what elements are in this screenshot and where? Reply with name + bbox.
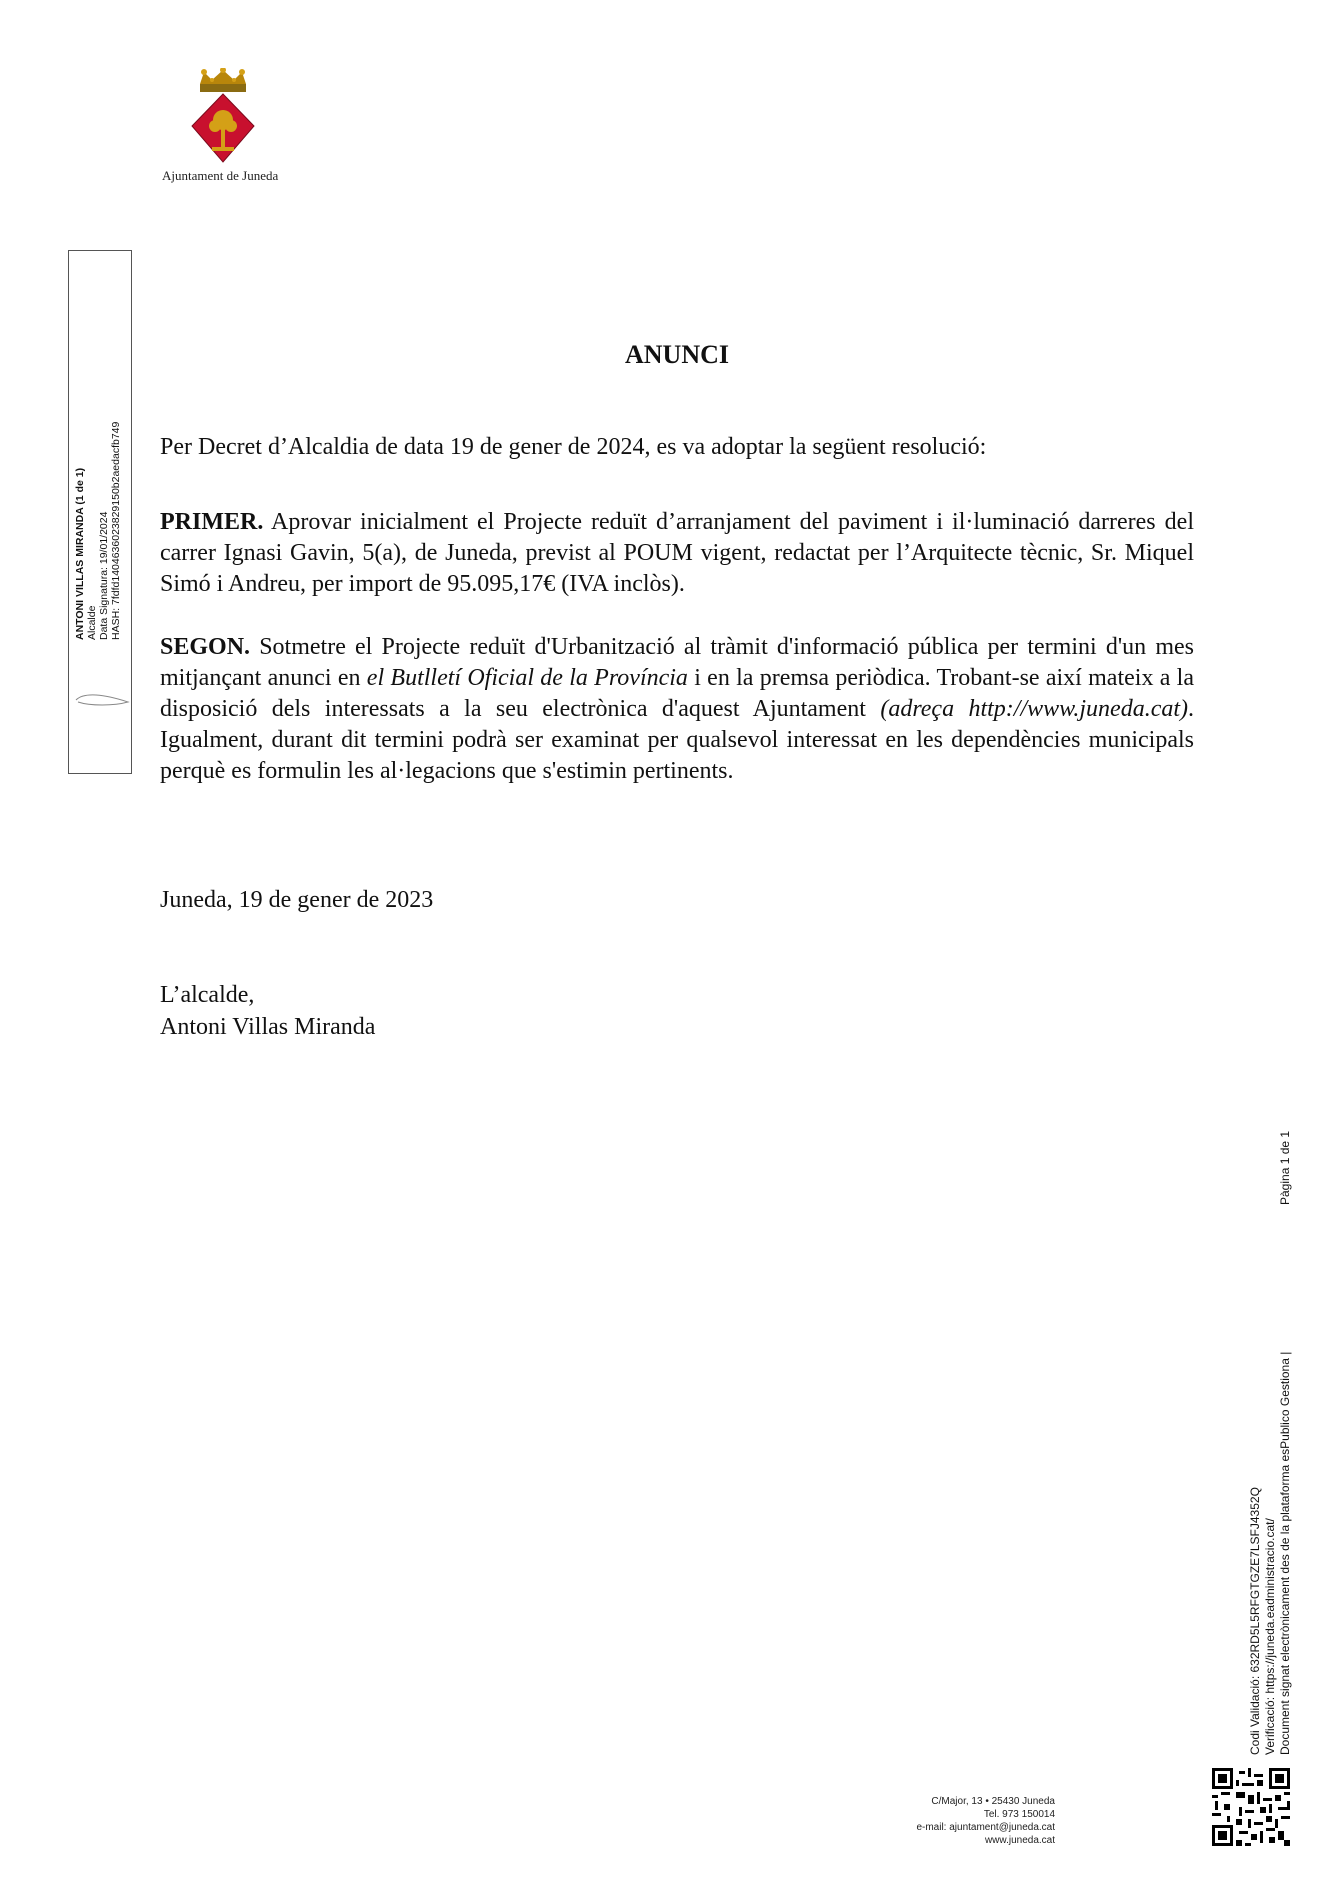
first-text: Aprovar inicialment el Projecte reduït d’arranjament del paviment i il·luminació darreres del carrer Ignasi Gavin, 5(a), de Juneda, previst al POUM vigent, redactat per l’Arquitecte tècnic, Sr. Miquel Simó i Andreu, per import de 95.095,17€ (IVA inclòs). xyxy=(160,509,1194,597)
footer-address xyxy=(900,1795,1055,1847)
page-number: Pàgina 1 de 1 xyxy=(1278,1130,1292,1205)
second-label: SEGON. xyxy=(160,634,251,660)
second-italic-2: (adreça http://www.juneda.cat) xyxy=(880,696,1189,722)
signature-hash: HASH: 7fdfd1404636023829150b2aedacfb749 xyxy=(110,421,122,640)
platform-note: Document signat electrònicament des de la plataforma esPublico Gestiona | xyxy=(1278,1351,1292,1755)
footer-phone: Tel. 973 150014 xyxy=(983,1809,1055,1820)
signer-role-stamp: Alcalde xyxy=(86,605,98,640)
municipal-logo xyxy=(150,68,296,166)
intro-paragraph: Per Decret d’Alcaldia de data 19 de gener de 2024, es va adoptar la següent resolució: xyxy=(160,434,987,460)
signer-name: Antoni Villas Miranda xyxy=(160,1014,376,1040)
second-text-3: . Igualment, durant dit termini podrà ser examinat per qualsevol interessat en les dependències municipals perquè es formulin les al·legacions que s'estimin pertinents. xyxy=(160,696,1195,784)
handwritten-signature xyxy=(74,690,130,715)
second-italic-1: el Butlletí Oficial de la Província xyxy=(366,665,688,691)
qr-code xyxy=(1212,1768,1290,1851)
second-resolution-paragraph xyxy=(160,632,1194,787)
place-date: Juneda, 19 de gener de 2023 xyxy=(160,887,434,913)
signature-stamp-text xyxy=(74,405,122,640)
second-text-1: Sotmetre el Projecte reduït d'Urbanització al tràmit d'informació pública per termini d'un mes mitjançant anunci en xyxy=(160,634,1194,691)
coat-of-arms-icon xyxy=(190,68,256,166)
logo-caption: Ajuntament de Juneda xyxy=(162,168,279,183)
first-label: PRIMER. xyxy=(160,509,264,535)
footer-web: www.juneda.cat xyxy=(984,1835,1055,1846)
second-text-2: i en la premsa periòdica. Trobant-se així mateix a la disposició dels interessats a la seu electrònica d'aquest Ajuntament xyxy=(160,665,1194,722)
document-title: ANUNCI xyxy=(625,340,729,369)
verification-block xyxy=(1248,1195,1293,1755)
footer-email: e-mail: ajuntament@juneda.cat xyxy=(916,1822,1055,1833)
first-resolution-paragraph xyxy=(160,507,1194,600)
validation-code: Codi Validació: 632RD5L5RFGTGZE7LSFJ4352Q xyxy=(1248,1487,1262,1755)
verification-url: Verificació: https://juneda.eadministracio.cat/ xyxy=(1263,1518,1277,1755)
signature-date: Data Signatura: 19/01/2024 xyxy=(98,511,110,640)
signer-role: L’alcalde, xyxy=(160,982,255,1008)
footer-street: C/Major, 13 • 25430 Juneda xyxy=(931,1796,1055,1807)
signer-name-stamp: ANTONI VILLAS MIRANDA (1 de 1) xyxy=(74,467,86,640)
